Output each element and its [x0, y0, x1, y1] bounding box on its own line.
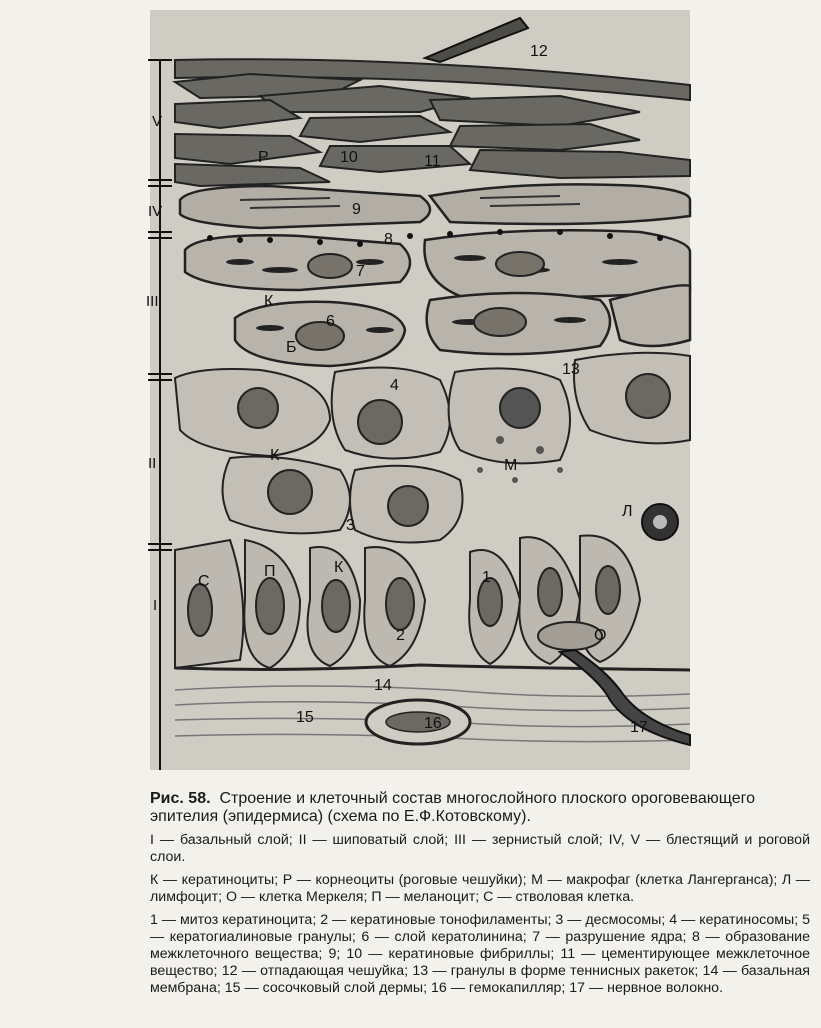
label-13: 13: [562, 361, 580, 378]
caption-title-text: Строение и клеточный состав многослойного плоского ороговевающего эпителия (эпидермиса) (схема по Е.Ф.Котовскому).: [150, 790, 756, 825]
caption-title: [150, 790, 810, 826]
merkel-cell: [538, 622, 602, 650]
label-3: 3: [346, 517, 355, 534]
label-14: 14: [374, 677, 392, 694]
label-k3: К: [334, 559, 344, 576]
layer-label-iii: III: [146, 293, 159, 310]
label-k2: К: [270, 447, 280, 464]
label-7: 7: [356, 263, 365, 280]
label-2: 2: [396, 627, 405, 644]
label-9: 9: [352, 201, 361, 218]
label-17: 17: [630, 719, 648, 736]
label-4: 4: [390, 377, 399, 394]
label-12: 12: [530, 43, 548, 60]
label-16: 16: [424, 715, 442, 732]
caption-figure-number: Рис. 58.: [150, 790, 211, 807]
label-m: М: [504, 457, 518, 474]
layer-label-v: V: [152, 113, 163, 130]
label-6: 6: [326, 313, 335, 330]
layer-label-ii: II: [148, 455, 157, 472]
layer-label-i: I: [153, 597, 158, 614]
label-8: 8: [384, 231, 393, 248]
label-10: 10: [340, 149, 358, 166]
figure-caption: [150, 790, 810, 997]
label-c: С: [198, 573, 210, 590]
label-k1: К: [264, 293, 274, 310]
label-1: 1: [482, 569, 491, 586]
caption-numbers: 1 — митоз кератиноцита; 2 — кератиновые тонофиламенты; 3 — десмосомы; 4 — кератиносомы; 5 — кератогиалиновые гранулы; 6 — слой кератолинина; 7 — разрушение ядра; 8 — образование межклеточного вещества; 9; 10 — кератиновые фибриллы; 11 — цементирующее межклеточное вещество; 12 — отпадающая чешуйка; 13 — гранулы в форме теннисных ракеток; 14 — базальная мембрана; 15 — сосочковый слой дермы; 16 — гемокапилляр; 17 — нервное волокно.: [150, 912, 810, 996]
label-o: О: [594, 627, 607, 644]
label-15: 15: [296, 709, 314, 726]
caption-layers: I — базальный слой; II — шиповатый слой; III — зернистый слой; IV, V — блестящий и роговой слои.: [150, 832, 810, 865]
label-l: Л: [622, 503, 633, 520]
layer-label-iv: IV: [148, 203, 163, 220]
label-p: Р: [258, 149, 269, 166]
label-5: Б: [286, 339, 297, 356]
caption-cells: К — кератиноциты; Р — корнеоциты (роговые чешуйки); М — макрофаг (клетка Лангерганса); Л — лимфоцит; О — клетка Меркеля; П — меланоцит; С — стволовая клетка.: [150, 872, 810, 905]
lymphocyte-nucleus: [653, 515, 667, 529]
label-11: 11: [424, 153, 441, 170]
label-pi: П: [264, 563, 276, 580]
